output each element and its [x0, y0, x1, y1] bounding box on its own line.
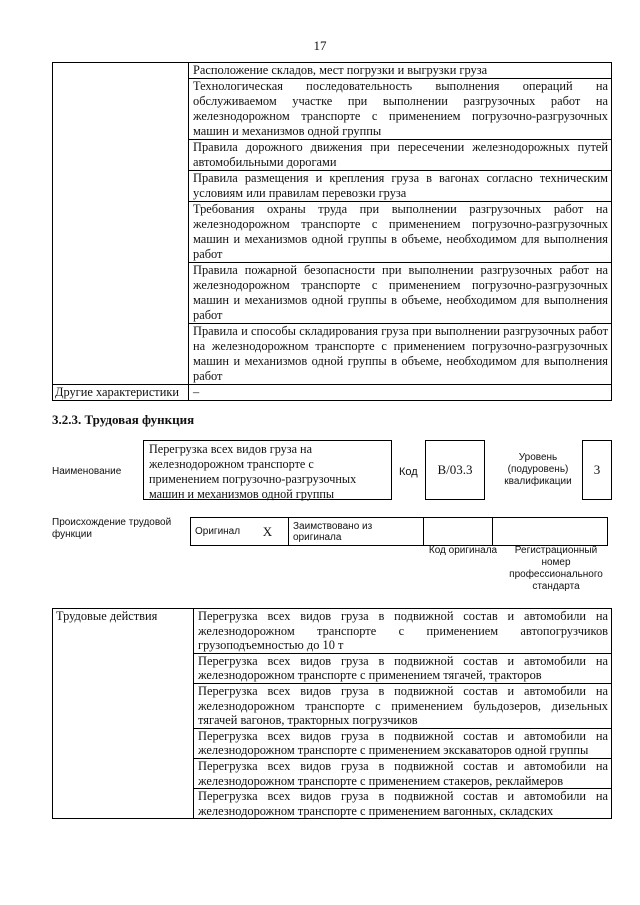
function-code-box [425, 440, 485, 500]
label-cell-empty [53, 63, 189, 385]
original-mark: X [247, 518, 289, 546]
table-cell: Перегрузка всех видов груза в подвижной состав и автомобили на железнодорожном транспорте с применением экскаваторов одной группы [194, 728, 612, 758]
labor-actions-label: Трудовые действия [53, 609, 194, 819]
table-cell: Перегрузка всех видов груза в подвижной состав и автомобили на железнодорожном транспорте с применением стакеров, реклаймеров [194, 758, 612, 788]
table-cell: Правила размещения и крепления груза в вагонах согласно техническим условиям или правилам перевозки груза [189, 171, 612, 202]
section-heading: 3.2.3. Трудовая функция [52, 412, 195, 427]
page-number: 17 [313, 38, 327, 53]
level-value: 3 [593, 462, 601, 477]
table-row [53, 609, 612, 654]
function-name-value: Перегрузка всех видов груза на железнодорожном транспорте с применением погрузочно-разгрузочных машин и механизмов одной группы [149, 442, 357, 501]
labor-actions-table [52, 608, 612, 819]
table-cell: Расположение складов, мест погрузки и выгрузки груза [189, 63, 612, 79]
table-cell: Требования охраны труда при выполнении разгрузочных работ на железнодорожном транспорте с применением погрузочно-разгрузочных машин и механизмов одной группы в объеме, необходимом для выполнения работ [189, 202, 612, 263]
origin-label: Происхождение трудовой функции [52, 517, 172, 540]
code-label: Код [399, 466, 418, 478]
table-cell: Правила дорожного движения при пересечении железнодорожных путей автомобильными дорогами [189, 140, 612, 171]
table-cell: Перегрузка всех видов груза в подвижной состав и автомобили на железнодорожном транспорте с применением вагонных, складских [194, 789, 612, 819]
origin-table [190, 517, 608, 546]
table-cell: Технологическая последовательность выполнения операций на обслуживаемом участке при выполнении разгрузочных работ на железнодорожном транспорте с применением погрузочно-разгрузочных машин и механизмов одной группы [189, 79, 612, 140]
other-characteristics-value: – [189, 385, 612, 401]
table-row [53, 385, 612, 401]
function-name-box [143, 440, 392, 500]
table-row [53, 63, 612, 79]
name-label: Наименование [52, 466, 122, 477]
caption-original-code: Код оригинала [428, 545, 498, 556]
table-cell: Правила пожарной безопасности при выполнении разгрузочных работ на железнодорожном транспорте с применением погрузочно-разгрузочных машин и механизмов одной группы в объеме, необходимом для выполнения работ [189, 263, 612, 324]
table-cell: Перегрузка всех видов груза в подвижной состав и автомобили на железнодорожном транспорте с применением автопогрузчиков грузоподъемностью до 10 т [194, 609, 612, 654]
other-characteristics-label: Другие характеристики [53, 385, 189, 401]
table-row [191, 518, 608, 546]
level-label: Уровень (подуровень) квалификации [504, 452, 572, 487]
table-cell: Перегрузка всех видов груза в подвижной состав и автомобили на железнодорожном транспорте с применением тягачей, тракторов [194, 653, 612, 683]
original-label: Оригинал [191, 518, 248, 546]
caption-registration-number: Регистрационный номер профессионального стандарта [509, 545, 603, 592]
borrowed-label: Заимствовано из оригинала [289, 518, 424, 546]
table-cell: Правила и способы складирования груза при выполнении разгрузочных работ на железнодорожном транспорте с применением погрузочно-разгрузочных машин и механизмов одной группы в объеме, необходимом для выполнения работ [189, 324, 612, 385]
knowledge-table [52, 62, 612, 401]
registration-number-cell [493, 518, 608, 546]
original-code-cell [424, 518, 493, 546]
table-cell: Перегрузка всех видов груза в подвижной состав и автомобили на железнодорожном транспорте с применением бульдозеров, дизельных тягачей вагонов, тракторных погрузчиков [194, 683, 612, 728]
function-code-value: В/03.3 [437, 462, 473, 477]
level-box [582, 440, 612, 500]
